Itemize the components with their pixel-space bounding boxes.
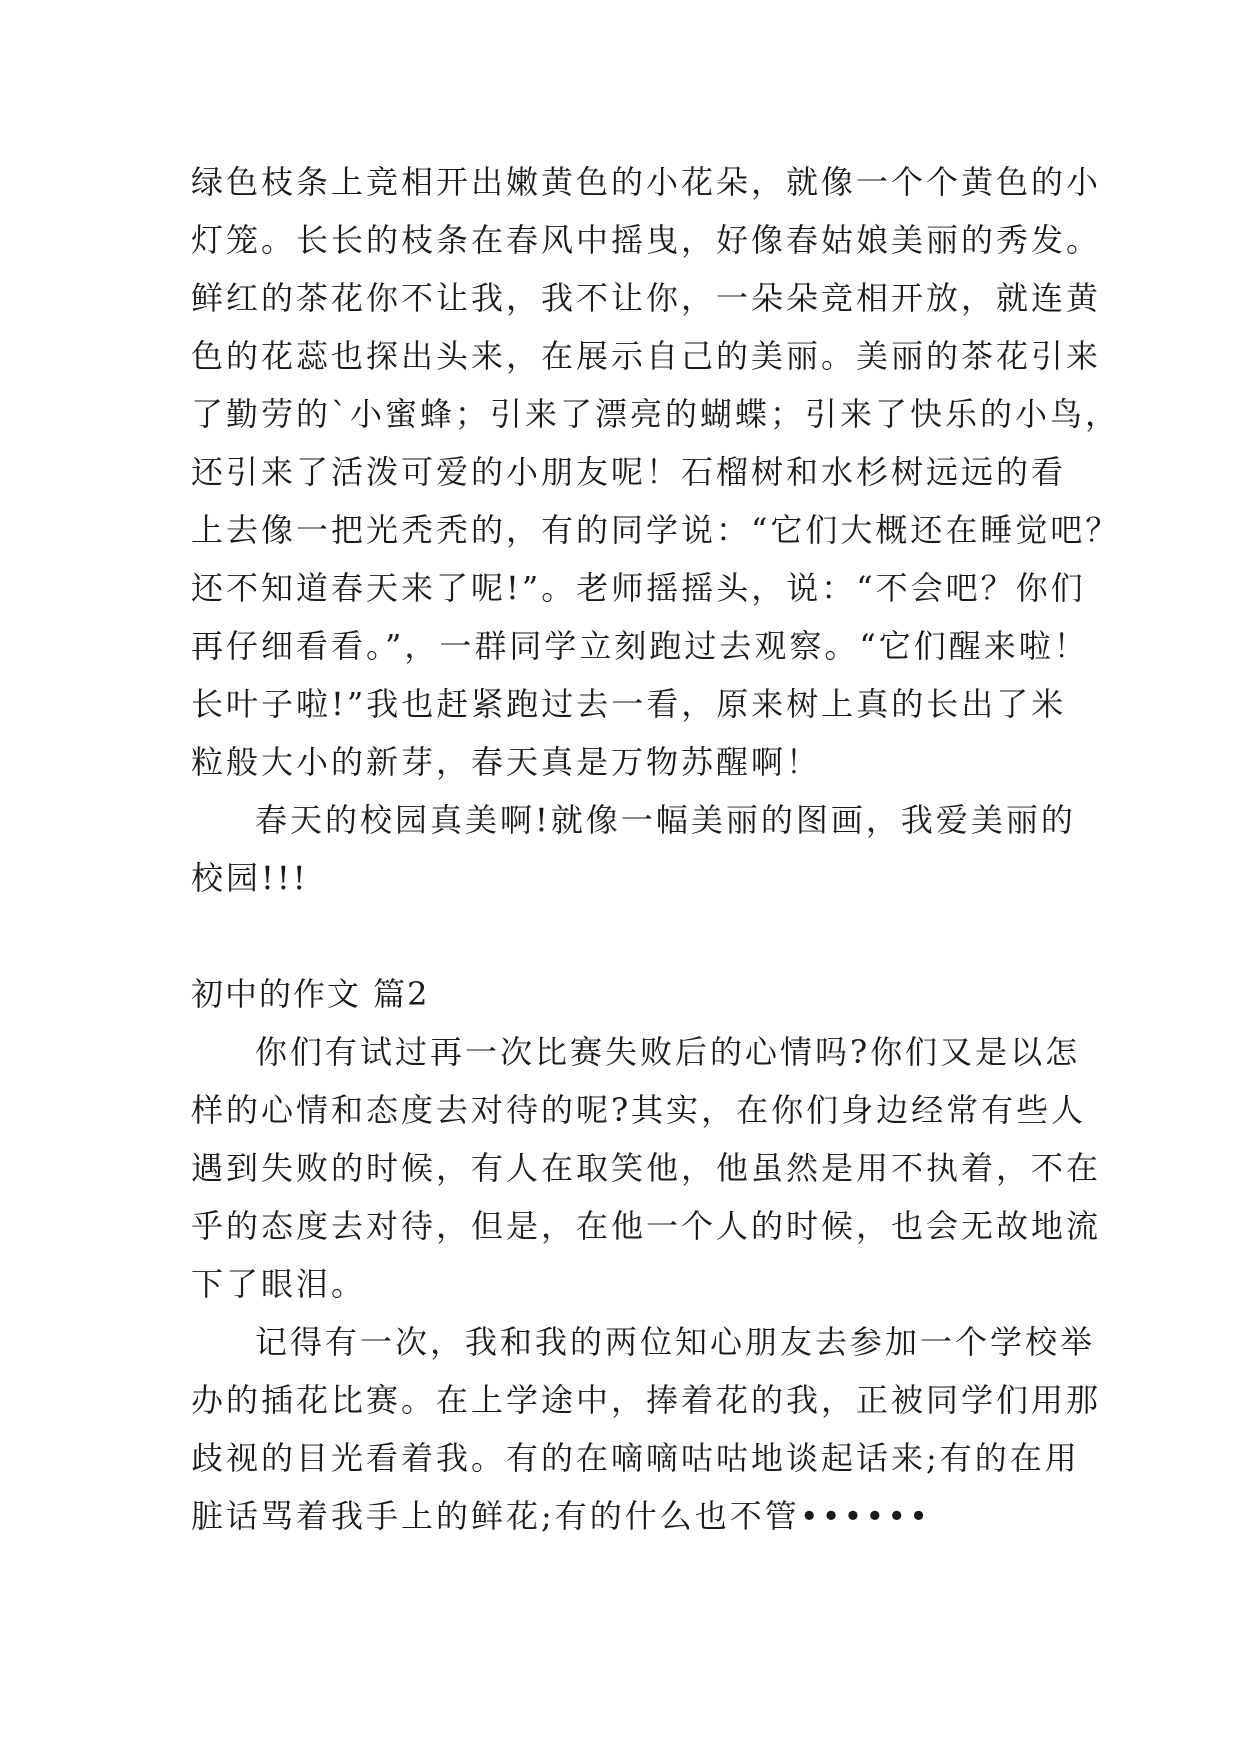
text-line: 还引来了活泼可爱的小朋友呢！石榴树和水杉树远远的看 [191, 453, 1067, 491]
text-line: 再仔细看看。”，一群同学立刻跑过去观察。“它们醒来啦！ [191, 627, 1089, 665]
text-line: 歧视的目光看着我。有的在嘀嘀咕咕地谈起话来;有的在用 [191, 1439, 1080, 1477]
text-line: 脏话骂着我手上的鲜花;有的什么也不管•••••• [191, 1497, 932, 1535]
text-line: 长叶子啦!”我也赶紧跑过去一看，原来树上真的长出了米 [191, 685, 1067, 723]
text-line: 灯笼。长长的枝条在春风中摇曳，好像春姑娘美丽的秀发。 [191, 221, 1102, 259]
text-line: 遇到失败的时候，有人在取笑他，他虽然是用不执着，不在 [191, 1149, 1102, 1187]
text-line: 上去像一把光秃秃的，有的同学说：“它们大概还在睡觉吧？ [191, 511, 1121, 549]
text-line: 绿色枝条上竞相开出嫩黄色的小花朵，就像一个个黄色的小 [191, 163, 1102, 201]
text-line: 你们有试过再一次比赛失败后的心情吗?你们又是以怎 [255, 1033, 1081, 1071]
text-line: 春天的校园真美啊!就像一幅美丽的图画，我爱美丽的 [255, 801, 1076, 839]
text-line: 乎的态度去对待，但是，在他一个人的时候，也会无故地流 [191, 1207, 1102, 1245]
text-line: 色的花蕊也探出头来，在展示自己的美丽。美丽的茶花引来 [191, 337, 1102, 375]
text-line: 记得有一次，我和我的两位知心朋友去参加一个学校举 [255, 1323, 1096, 1361]
text-line: 鲜红的茶花你不让我，我不让你，一朵朵竞相开放，就连黄 [191, 279, 1102, 317]
text-line: 样的心情和态度去对待的呢?其实，在你们身边经常有些人 [191, 1091, 1087, 1129]
text-line: 粒般大小的新芽，春天真是万物苏醒啊！ [191, 743, 822, 781]
text-line: 办的插花比赛。在上学途中，捧着花的我，正被同学们用那 [191, 1381, 1102, 1419]
text-line: 校园!!! [191, 859, 309, 897]
text-line: 了勤劳的`小蜜蜂；引来了漂亮的蝴蝶；引来了快乐的小鸟， [191, 395, 1121, 433]
text-line: 还不知道春天来了呢!”。老师摇摇头，说：“不会吧？你们 [191, 569, 1086, 607]
section-heading: 初中的作文 篇2 [191, 975, 430, 1013]
text-line: 下了眼泪。 [191, 1265, 367, 1303]
